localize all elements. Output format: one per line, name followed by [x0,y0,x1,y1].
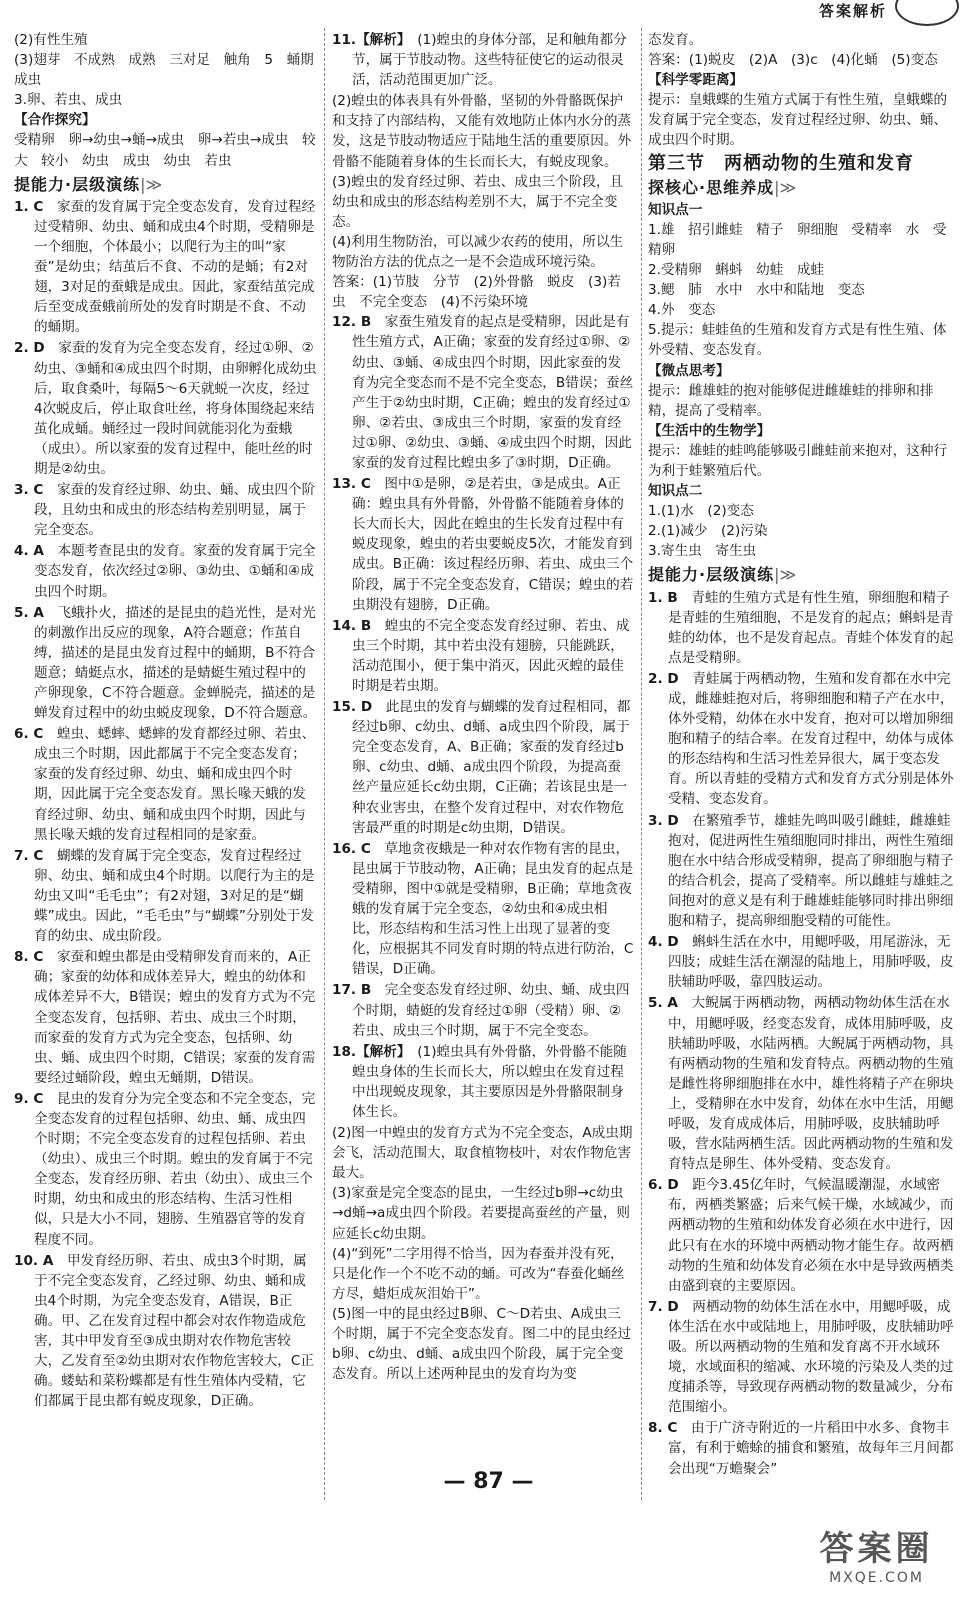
section-title: 提能力·层级演练 [14,174,141,194]
header-title: 答案解析 [818,2,887,20]
text-line: (3)翅芽 不成熟 成熟 三对足 触角 5 蛹期 成虫 [14,52,328,89]
text-line: 5.提示：蛙蛙鱼的生殖和发育方式是有性生殖、体外受精、变态发育。 [648,322,947,359]
answer-item [14,480,318,540]
text-line: (4)利用生物防治，可以减少农药的使用，所以生物防治方法的优点之一是不会造成环境污染。 [332,233,624,271]
section-heading [14,175,318,195]
answer-text: 家蚕生殖发育的起点是受精卵，因此是有性生殖方式，A正确；家蚕的发育经过①卵、②幼虫、③蛹、④成虫四个时期，因此家蚕的发育为完全变态而不是不完全变态，B错误；蚕丝产生于②幼虫时期，C正确；蝗虫的发育经过①卵、②若虫、③成虫三个时期，家蚕的发育经过①卵、②幼虫、③蛹、④成虫四个时期，因此家蚕的发育过程比蝗虫多了③时期，D正确。 [352,314,634,471]
answer-number: 4. A [14,543,44,560]
answer-item [648,588,954,668]
answer-item [14,947,318,1088]
text-line: 1.雄 招引雌蛙 精子 卵细胞 受精率 水 受精卵 [648,221,947,258]
answer-item [14,541,318,601]
answer-item [648,669,954,810]
text-line: 提示：皇蛾蝶的生殖方式属于有性生殖，皇蛾蝶的发育属于完全变态，发育过程经过卵、幼虫、蛹、成虫四个时期。 [648,92,948,149]
section-title: 提能力·层级演练 [648,565,775,585]
answer-text: 草地贪夜蛾是一种对农作物有害的昆虫，昆虫属于节肢动物，A正确；昆虫发育的起点是受精卵，图中①就是受精卵，B正确；草地贪夜蛾的发育属于完全变态，②幼虫和④成虫相比，形态结构和生活习性上出现了显著的变化，应根据其不同发育时期的特点进行防治，C错误，D正确。 [352,840,634,978]
answer-number: 5. A [14,604,44,621]
answer-item [648,932,954,992]
section-heading [648,565,954,585]
answer-item [14,338,318,479]
answer-text: 甲发育经历卵、若虫、成虫3个时期，属于不完全变态发育，乙经过卵、幼虫、蛹和成虫4个时期，为完全变态发育，A错误，B正确。甲、乙在发育过程中都会对农作物造成危害，其中甲发育至③成虫期对农作物危害较大，乙发育至②幼虫期对农作物危害较大，C正确。蝼蛄和菜粉蝶都是有性生殖体内受精，它们都属于昆虫都有蜕皮现象，D正确。 [34,1252,314,1410]
answer-number: 2. D [648,670,679,687]
answer-text: (1)蝗虫具有外骨骼，外骨骼不能随蝗虫身体的生长而长大，所以蝗虫在发育过程中出现蜕皮现象，其主要原因是外骨骼限制身体生长。 [352,1043,627,1120]
answer-item [14,197,318,338]
answer-text: 蝗虫的不完全变态发育经过卵、若虫、成虫三个时期，其中若虫没有翅膀，只能跳跃，活动范围小，便于集中消灭，因此灭蝗的最佳时期是若虫期。 [352,617,630,694]
text-line: (4)“到死”二字用得不恰当，因为春蚕并没有死，只是化作一个不吃不动的蛹。可改为“春蚕化蛹丝方尽，蜡炬成灰泪始干”。 [332,1245,625,1302]
answer-item [14,846,318,946]
text-line: (2)蝗虫的体表具有外骨骼，坚韧的外骨骼既保护和支持了内部结构，又能有效地防止体内水分的蒸发，这是节肢动物适应于陆地生活的重要原因。外骨骼不能随着身体的生长而长大，有蜕皮现象。 [332,93,632,170]
answer-number: 6. D [648,1177,679,1194]
answer-number: 5. A [648,995,678,1012]
answer-item [332,616,634,696]
answer-number: 9. C [14,1090,44,1107]
answer-number: 8. C [648,1420,678,1437]
text-line: (2)图一中蝗虫的发育方式为不完全变态，A成虫期会飞，活动范围大，取食植物枝叶，对农作物危害最大。 [332,1125,633,1182]
watermark-logo [794,1521,959,1586]
text-line: 受精卵 卵→幼虫→蛹→成虫 卵→若虫→成虫 较大 较小 幼虫 成虫 幼虫 若虫 [14,132,316,169]
answer-number: 15. D [332,699,373,716]
answer-item [332,312,634,473]
chapter-title: 第三节 两栖动物的生殖和发育 [648,152,914,174]
answer-text: 由于广济寺附近的一片稻田中水多、食物丰富，有利于蟾蜍的捕食和繁殖，故每年三月间都会出现“万蟾聚会” [668,1420,954,1477]
answer-number: 14. B [332,617,372,634]
answer-item [332,839,634,980]
text-line: 提示：雄蛙的蛙鸣能够吸引雌蛙前来抱对，这种行为利于蛙繁殖后代。 [648,442,948,479]
text-line: 提示：雌雄蛙的抱对能够促进雌雄蛙的排卵和排精，提高了受精率。 [648,382,934,419]
text-line: 1.(1)水 (2)变态 [648,503,754,520]
text-line: (5)图一中的昆虫经过B卵、C～D若虫、A成虫三个时期，属于不完全变态发育。图二中的昆虫经过b卵、c幼虫、d蛹、a成虫四个阶段，属于完全变态发育。所以上述两种昆虫的发育均为变 [332,1305,632,1383]
answer-item [648,993,954,1174]
subsection-tag: 【微点思考】 [648,362,730,379]
subsection-tag: 【科学零距离】 [648,72,744,89]
subsection-tag: 【合作探究】 [14,112,96,129]
section-heading [648,178,954,198]
text-line: 3.寄生虫 寄生虫 [648,543,757,560]
text-line: 3.鳃 肺 水中 水中和陆地 变态 [648,282,865,299]
answer-number: 18.【解析】 [332,1043,404,1060]
answer-text: 家蚕的发育为完全变态发育，经过①卵、②幼虫、③蛹和④成虫四个时期，由卵孵化成幼虫后，取食桑叶，每隔5～6天就蜕一次皮，经过4次蜕皮后，停止取食吐丝，将身体围绕起来结茧化成蛹。蛹经过一段时间就能羽化为蚕蛾（成虫）。所以家蚕的发育过程中，能吐丝的时期是②幼虫。 [34,340,317,477]
answer-item [14,1089,318,1250]
answer-text: 家蚕和蝗虫都是由受精卵发育而来的，A正确；家蚕的幼体和成体差异大，蝗虫的幼体和成体差异不大，B错误；蝗虫的发育方式为不完全变态发育，包括卵、若虫、成虫三个时期，而家蚕的发育方式为完全变态，包括卵、幼虫、蛹、成虫四个时期，C错误；家蚕的发育需要经过蛹阶段，蝗虫无蛹期，D错误。 [34,949,316,1086]
answer-text: 在繁殖季节，雄蛙先鸣叫吸引雌蛙，雌雄蛙抱对，促进两性生殖细胞同时排出，两性生殖细胞在水中结合形成受精卵，提高了卵细胞与精子的结合机会，提高了受精率。所以雌蛙与雄蛙之间抱对的意义是有利于雌雄蛙能够同时排出卵细胞和精子，提高卵细胞受精的可能性。 [668,812,954,930]
answer-text: 完全变态发育经过卵、幼虫、蛹、成虫四个时期，蜻蜓的发育经过①卵（受精）卵、②若虫、成虫三个时期，属于不完全变态。 [352,982,630,1039]
watermark-url: MXQE.COM [829,1570,924,1586]
answer-text: 大鲵属于两栖动物，两栖动物幼体生活在水中，用鳃呼吸，经变态发育，成体用肺呼吸，皮肤辅助呼吸，水陆两栖。大鲵属于两栖动物，具有两栖动物的生殖和发育特点。两栖动物的生殖是雌性将卵细胞排在水中，雄性将精子产在卵块上，受精卵在水中发育，幼体在水中生活，用鳃呼吸，发育成成体后，用肺呼吸，皮肤辅助呼吸，营水陆两栖生活。因此两栖动物的生殖和发育特点是卵生、体外受精、变态发育。 [668,995,954,1173]
column-divider [324,28,325,1500]
page-number: — 87 — [443,1469,534,1494]
section-arrow-icon: |≫ [774,565,797,585]
text-line: 2.受精卵 蝌蚪 幼蛙 成蛙 [648,262,825,279]
answer-number: 12. B [332,314,372,331]
answer-item [332,980,634,1040]
section-arrow-icon: |≫ [774,177,797,197]
answer-item [14,603,318,724]
answer-text: 家蚕的发育经过卵、幼虫、蛹、成虫四个阶段，且幼虫和成虫的形态结构差别明显，属于完全变态。 [34,482,316,539]
answer-number: 10. A [14,1252,54,1269]
section-title: 探核心·思维养成 [648,177,775,197]
answer-text: 本题考查昆虫的发育。家蚕的发育属于完全变态发育，依次经过②卵、③幼虫、①蛹和④成虫四个时期。 [34,543,316,600]
answer-text: 图中①是卵，②是若虫，③是成虫。A正确：蝗虫具有外骨骼，外骨骼不能随着身体的长大而长大，因此在蝗虫的生长发育过程中有蜕皮现象，蝗虫的若虫要蜕皮5次，才能发育到成虫。B正确：该过程经历卵、若虫、成虫三个阶段，属于不完全变态发育，C错误；蝗虫的若虫期没有翅膀，D正确。 [352,476,634,613]
answer-text: 家蚕的发育属于完全变态发育，发育过程经过受精卵、幼虫、蛹和成虫4个时期，受精卵是一个细胞，个体最小；以爬行为主的叫“家蚕”是幼虫；结茧后不食、不动的是蛹；有2对翅，3对足的蚕蛾是成虫。因此，家蚕结茧完成后至变成蚕蛾前所处的发育时期是不食、不动的蛹期。 [34,198,316,336]
answer-item [332,474,634,615]
text-line: (3)家蚕是完全变态的昆虫，一生经过b卵→c幼虫→d蛹→a成虫四个阶段。若要提高蚕丝的产量，则应延长c幼虫期。 [332,1185,631,1242]
answer-text: 蝗虫、蟋蟀、蟋蟀的发育都经过卵、若虫、成虫三个时期，因此都属于不完全变态发育；家蚕的发育经过卵、幼虫、蛹和成虫四个时期，因此属于完全变态发育。黑长喙天蛾的发育经过卵、幼虫、蛹和成虫四个时期，因此与黑长喙天蛾的发育过程相同的是家蚕。 [34,726,316,843]
header-logo-icon [895,0,959,26]
answer-item [648,1175,954,1296]
answer-text: 昆虫的发育分为完全变态和不完全变态，完全变态发育的过程包括卵、幼虫、蛹、成虫四个时期；不完全变态发育的过程包括卵、若虫（幼虫）、成虫三个时期。蝗虫的发育属于不完全变态，发育经历卵、若虫（幼虫）、成虫三个时期，幼虫和成虫的形态结构、生活习性相似，只是大小不同，翅膀、生殖器官等的发育程度不同。 [34,1090,316,1248]
answer-item [332,1042,634,1122]
text-line: 答案：(1)节肢 分节 (2)外骨骼 蜕皮 (3)若虫 不完全变态 (4)不污染环境 [332,274,621,311]
column-divider [641,28,642,1500]
answer-number: 2. D [14,340,45,357]
watermark-text: 答案圈 [819,1529,934,1569]
answer-number: 1. B [648,589,678,606]
answer-number: 3. C [14,482,44,499]
answer-item [332,697,634,838]
answer-number: 8. C [14,949,44,966]
subsection-tag: 知识点一 [648,201,703,218]
answer-item [14,724,318,845]
text-line: 3.卵、若虫、成虫 [14,92,123,109]
answer-text: 距今3.45亿年时，气候温暖潮湿，水域密布，两栖类繁盛；后来气候干燥，水域减少，而两栖动物的生殖和幼体发育必须在水中进行，因此只有在水的环境中两栖动物才能生存。故两栖动物的生殖和幼体发育必须在水中是导致两栖类由盛到衰的主要原因。 [668,1177,954,1294]
answer-text: 蝌蚪生活在水中，用鳃呼吸，用尾游泳，无四肢；成蛙生活在潮湿的陆地上，用肺呼吸，皮肤辅助呼吸，靠四肢运动。 [668,934,954,991]
answer-number: 4. D [648,934,679,951]
answer-text: 飞蛾扑火，描述的是昆虫的趋光性，是对光的刺激作出反应的现象，A符合题意；作茧自缚，描述的是昆虫发育过程中的蛹期，B不符合题意；蜻蜓点水，描述的是蜻蜓生殖过程中的产卵现象，C不符合题意。金蝉脱壳，描述的是蝉发育过程中的幼虫蜕皮现象，D不符合题意。 [34,604,317,722]
answer-item [648,1297,954,1418]
text-line: (2)有性生殖 [14,32,88,48]
answer-item [332,30,634,90]
answer-number: 6. C [14,726,44,743]
answer-column-1 [14,30,328,1505]
subsection-tag: 【生活中的生物学】 [648,422,771,439]
answer-text: 青蛙属于两栖动物，生殖和发育都在水中完成，雌雄蛙抱对后，将卵细胞和精子产在水中，体外受精，幼体在水中发育，抱对可以增加卵细胞和精子的结合率。在发育过程中，幼体与成体的形态结构和生活习性差异很大，属于变态发育。所以青蛙的受精方式和发育方式分别是体外受精、变态发育。 [668,670,954,808]
answer-item [14,1251,318,1412]
text-line: (3)蝗虫的发育经过卵、若虫、成虫三个阶段，且幼虫和成虫的形态结构差别不大，属于不完全变态。 [332,173,624,230]
section-arrow-icon: |≫ [140,174,163,194]
answer-text: 两栖动物的幼体生活在水中，用鳃呼吸，成体生活在水中或陆地上，用肺呼吸，皮肤辅助呼吸。所以两栖动物的生殖和发育离不开水域环境，水域面积的缩减、水环境的污染及人类的过度捕杀等，导致现存两栖动物的数量减少，分布范围缩小。 [668,1298,954,1416]
answer-text: (1)蝗虫的身体分部，足和触角都分节，属于节肢动物。这些特征使它的运动很灵活，活动范围更加广泛。 [352,32,627,89]
answer-number: 11.【解析】 [332,32,404,48]
answer-number: 1. C [14,198,44,215]
text-line: 4.外 变态 [648,302,716,319]
subsection-tag: 知识点二 [648,483,703,500]
answer-number: 17. B [332,982,372,999]
answer-number: 7. D [648,1298,679,1315]
text-line: 答案：(1)蜕皮 (2)A (3)c (4)化蛹 (5)变态 [648,52,938,69]
answer-column-2 [332,30,634,1505]
text-line: 2.(1)减少 (2)污染 [648,523,768,540]
answer-text: 青蛙的生殖方式是有性生殖，卵细胞和精子是青蛙的生殖细胞，不是发育的起点；蝌蚪是青蛙的幼体，也不是发育起点。青蛙个体发育的起点是受精卵。 [668,589,954,666]
answer-number: 13. C [332,476,371,493]
text-line: 态发育。 [648,32,703,48]
answer-number: 16. C [332,840,371,857]
answer-text: 此昆虫的发育与蝴蝶的发育过程相同，都经过b卵、c幼虫、d蛹、a成虫四个阶段，属于完全变态发育，A、B正确；家蚕的发育经过b卵、c幼虫、d蛹、a成虫四个阶段，为提高蚕丝产量应延长c幼虫期，C正确；若该昆虫是一种农业害虫，在整个发育过程中，对农作物危害最严重的时期是c幼虫期，D错误。 [352,699,631,836]
answer-number: 7. C [14,847,44,864]
answer-column-3 [648,30,954,1505]
answer-number: 3. D [648,812,679,829]
answer-text: 蝴蝶的发育属于完全变态，发育过程经过卵、幼虫、蛹和成虫4个时期。以爬行为主的是幼虫又叫“毛毛虫”；有2对翅，3对足的是“蝴蝶”成虫。因此，“毛毛虫”与“蝴蝶”分别处于发育的幼虫、成虫阶段。 [34,847,315,945]
answer-item [648,811,954,932]
